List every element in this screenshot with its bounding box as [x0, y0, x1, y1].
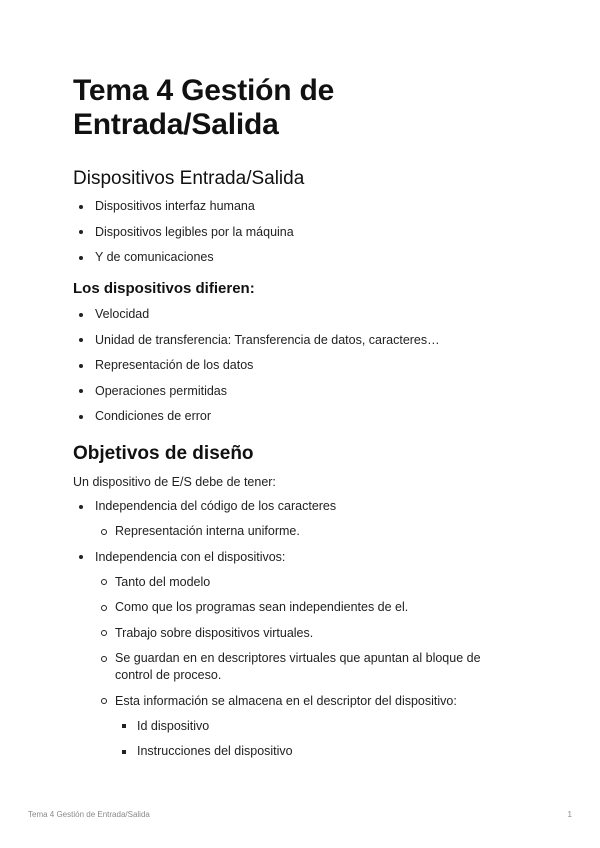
bullet-icon	[79, 230, 83, 234]
circle-bullet-icon	[101, 630, 107, 636]
square-bullet-icon	[122, 724, 126, 728]
bullet-icon	[79, 555, 83, 559]
circle-bullet-icon	[101, 698, 107, 704]
section-heading-difieren: Los dispositivos difieren:	[73, 280, 255, 297]
bullet-icon	[79, 389, 83, 393]
bullet-icon	[79, 256, 83, 260]
section-heading-dispositivos: Dispositivos Entrada/Salida	[73, 168, 305, 189]
sublist	[95, 523, 533, 540]
list-item: Independencia del código de los caracteres Representación interna uniforme.	[73, 498, 533, 540]
circle-bullet-icon	[101, 656, 107, 662]
list-item: Condiciones de error	[73, 408, 533, 425]
bullet-icon	[79, 313, 83, 317]
circle-bullet-icon	[101, 605, 107, 611]
list-dispositivos	[73, 198, 533, 266]
document-page	[73, 74, 533, 769]
list-item: Velocidad	[73, 306, 533, 323]
list-item: Unidad de transferencia: Transferencia de datos, caracteres…	[73, 332, 533, 349]
objetivos-intro: Un dispositivo de E/S debe de tener:	[73, 475, 276, 489]
list-item: Operaciones permitidas	[73, 383, 533, 400]
subsublist	[115, 718, 533, 761]
sublist-item: Se guardan en en descriptores virtuales que apuntan al bloque de control de proceso.	[95, 650, 495, 684]
page-title: Tema 4 Gestión de Entrada/Salida	[73, 74, 335, 141]
sublist-item: Trabajo sobre dispositivos virtuales.	[95, 625, 533, 642]
bullet-icon	[79, 364, 83, 368]
footer-title: Tema 4 Gestión de Entrada/Salida	[28, 810, 150, 819]
section-heading-objetivos: Objetivos de diseño	[73, 443, 254, 464]
sublist	[95, 574, 533, 761]
circle-bullet-icon	[101, 579, 107, 585]
list-objetivos	[73, 498, 533, 760]
bullet-icon	[79, 505, 83, 509]
footer-page-number: 1	[567, 810, 572, 819]
list-item: Y de comunicaciones	[73, 249, 533, 266]
sublist-item: Esta información se almacena en el descriptor del dispositivo: Id dispositivo Instrucciones del dispositivo	[95, 693, 533, 761]
bullet-icon	[79, 205, 83, 209]
circle-bullet-icon	[101, 529, 107, 535]
sublist-item: Como que los programas sean independientes de el.	[95, 599, 533, 616]
list-item: Representación de los datos	[73, 357, 533, 374]
subsublist-item: Instrucciones del dispositivo	[115, 743, 533, 760]
list-item: Independencia con el dispositivos: Tanto del modelo Como que los programas sean independientes de el. Trabajo sobre dispositivos virtuales. Se guardan en en descriptores virtuales que apuntan al bloque de control de proceso. Esta información se almacena en el descriptor del dispositivo: Id dispositivo Instrucciones del dispositivo	[73, 549, 533, 761]
subsublist-item: Id dispositivo	[115, 718, 533, 735]
list-item: Dispositivos interfaz humana	[73, 198, 533, 215]
list-difieren	[73, 306, 533, 425]
sublist-item: Tanto del modelo	[95, 574, 533, 591]
square-bullet-icon	[122, 750, 126, 754]
bullet-icon	[79, 415, 83, 419]
list-item: Dispositivos legibles por la máquina	[73, 224, 533, 241]
sublist-item: Representación interna uniforme.	[95, 523, 533, 540]
bullet-icon	[79, 338, 83, 342]
